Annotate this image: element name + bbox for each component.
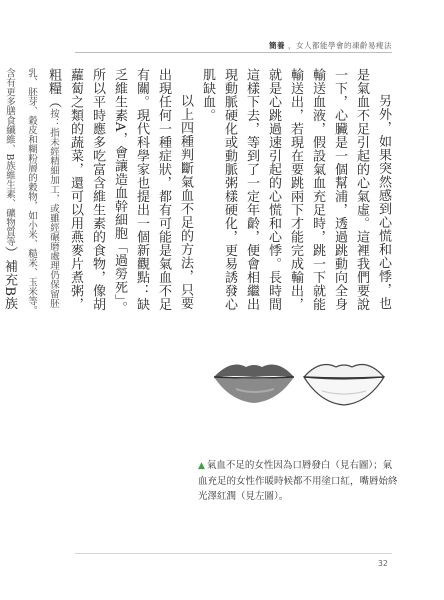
lips-figure (196, 325, 396, 435)
caption-text: 氣血不足的女性因為口脣發白（見右圖）；氣血充足的女性作暖時候都不用塗口紅，嘴脣始終光澤紅潤（見左圖）。 (198, 460, 398, 502)
triangle-marker-icon: ▲ (198, 461, 205, 471)
coarse-grain-note: 按：指未經精細加工，或雖經碾磨處理仍保留胚乳、胚芽、穀皮和糊粉層的穀物，如小米、糙米、玉米等。含有更多膳食纖維、B族維生素、礦物質等 (4, 68, 59, 315)
paragraph-heart: 另外，如果突然感到心慌和心悸，也是氣血不足引起的心氣虛。這裡我們要說一下，心臟是一個幫浦，透過跳動向全身輸送血液，假設氣血充足時，跳一下就能輸送出，若現在要跳兩下才能完成輸出，就是心跳過速引起的心慌和心悸。長時間這樣下去，等到了一定年齡，便會相繼出現動脈硬化或動脈粥樣硬化，更易誘發心肌缺血。 (200, 68, 391, 311)
paragraph-methods-tail: ）補充B族 (2, 245, 17, 311)
head-separator: ， (288, 41, 296, 50)
pale-lips-icon (304, 365, 384, 405)
header-rule (75, 52, 392, 53)
healthy-lips-icon (214, 365, 294, 403)
body-text (2, 68, 394, 318)
lips-illustration (196, 325, 396, 435)
running-head (269, 40, 392, 51)
chapter-title: 女人都能學會的凍齡易痩法 (296, 41, 392, 50)
footer-rule (75, 553, 392, 554)
book-title: 簡養 (269, 41, 285, 50)
paragraph-methods-main: 以上四種判斷氣血不足的方法，只要出現任何一種症狀，都有可能是氣血不足有關。現代科學家也提出一個新觀點：缺乏維生素A，會讓造血幹細胞「過勞死」。所以平時應多吃富含維生素的食物，像胡蘿蔔之類的蔬菜，還可以用燕麥片煮粥，粗糧（ (46, 68, 193, 315)
figure-caption (198, 458, 398, 504)
page-number: 32 (377, 559, 388, 568)
paragraph-methods (0, 68, 196, 318)
